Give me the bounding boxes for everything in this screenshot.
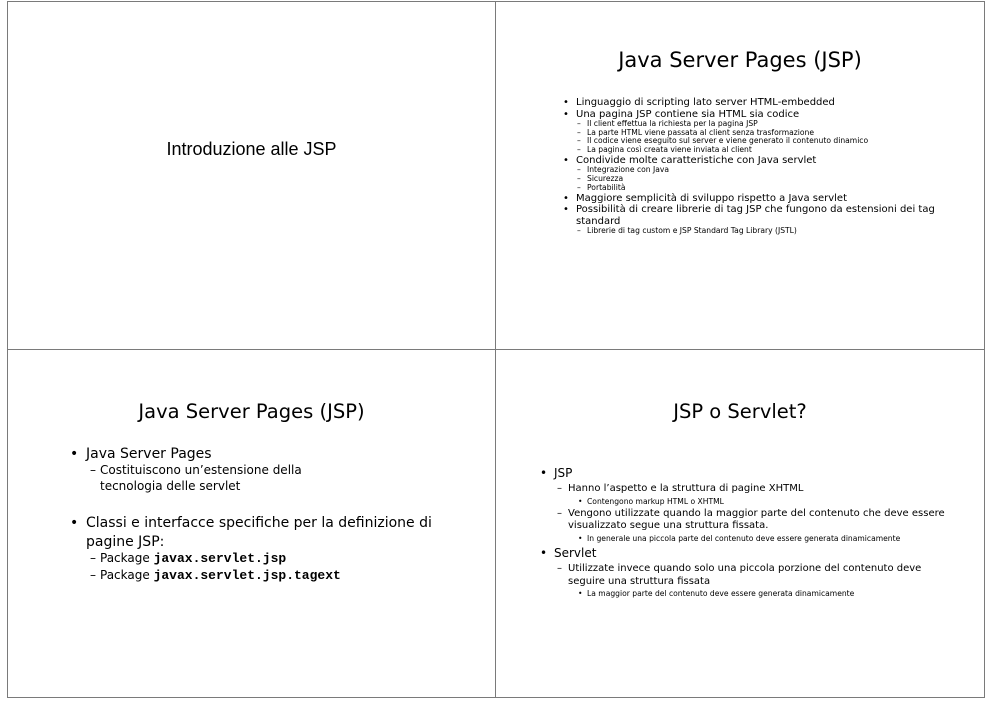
sub-bullet-item	[70, 551, 480, 568]
sub-bullet-item: – La pagina così creata viene inviata al client	[563, 146, 973, 155]
spacer	[70, 494, 480, 514]
sub-bullet-item: – Vengono utilizzate quando la maggior parte del contenuto che deve essere visualizzato segue una struttura fissata.	[540, 508, 960, 533]
package-label: Package	[100, 567, 150, 582]
bullet-item: • Servlet	[540, 546, 960, 561]
bullet-item: • Possibilità di creare librerie di tag JSP che fungono da estensioni dei tag standard	[563, 204, 973, 227]
package-name: javax.servlet.jsp.tagext	[153, 567, 341, 583]
bullet-item: • JSP	[540, 466, 960, 481]
sub-bullet-item: – Costituiscono un’estensione della tecnologia delle servlet	[70, 463, 350, 494]
bullet-item: • Linguaggio di scripting lato server HTML-embedded	[563, 97, 973, 109]
slide-title: JSP o Servlet?	[673, 400, 807, 423]
slide-title: Java Server Pages (JSP)	[138, 400, 365, 423]
bullet-item: • Maggiore semplicità di sviluppo rispetto a Java servlet	[563, 193, 973, 205]
slide-title: Introduzione alle JSP	[166, 139, 337, 159]
package-label: Package	[100, 550, 150, 565]
bullet-item: • Condivide molte caratteristiche con Java servlet	[563, 155, 973, 167]
sub-bullet-item: – Hanno l’aspetto e la struttura di pagine XHTML	[540, 483, 960, 496]
slide-jsp-vs-servlet	[496, 350, 984, 697]
bullet-item: • Java Server Pages	[70, 445, 480, 463]
sub-sub-bullet-item: • In generale una piccola parte del contenuto deve essere generata dinamicamente	[540, 534, 960, 543]
bullet-list	[70, 445, 480, 585]
bullet-item: • Classi e interfacce specifiche per la definizione di pagine JSP:	[70, 514, 480, 550]
bullet-list	[563, 97, 973, 236]
sub-sub-bullet-item: • Contengono markup HTML o XHTML	[540, 497, 960, 506]
bullet-item: • Una pagina JSP contiene sia HTML sia codice	[563, 109, 973, 121]
slide-intro	[8, 2, 495, 349]
sub-bullet-item	[70, 568, 480, 585]
bullet-list	[540, 463, 960, 599]
sub-bullet-item: – Il client effettua la richiesta per la pagina JSP	[563, 120, 973, 129]
slide-title: Java Server Pages (JSP)	[618, 48, 862, 72]
sub-bullet-item: – Sicurezza	[563, 175, 973, 184]
sub-sub-bullet-item: • La maggior parte del contenuto deve essere generata dinamicamente	[540, 589, 960, 598]
sub-bullet-item: – Librerie di tag custom e JSP Standard Tag Library (JSTL)	[563, 227, 973, 236]
slide-jsp-definition	[8, 350, 495, 697]
sub-bullet-item: – Portabilità	[563, 184, 973, 193]
slide-jsp-overview	[496, 2, 984, 349]
sub-bullet-item: – La parte HTML viene passata al client senza trasformazione	[563, 129, 973, 138]
package-name: javax.servlet.jsp	[153, 550, 287, 566]
sub-bullet-item: – Integrazione con Java	[563, 166, 973, 175]
sub-bullet-item: – Il codice viene eseguito sul server e viene generato il contenuto dinamico	[563, 137, 973, 146]
sub-bullet-item: – Utilizzate invece quando solo una piccola porzione del contenuto deve seguire una struttura fissata	[540, 563, 960, 588]
